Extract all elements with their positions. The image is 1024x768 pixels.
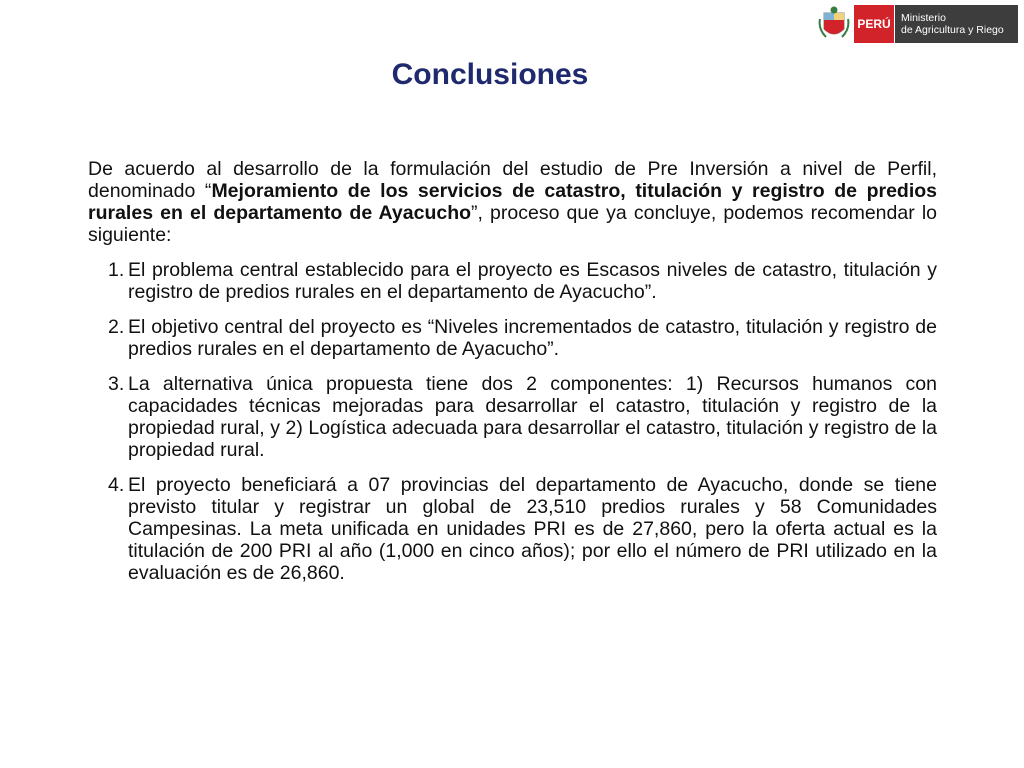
ministry-logo bbox=[818, 5, 1018, 43]
intro-text-start: De acuerdo al desarrollo de la formulación del estudio de Pre Inversión a nivel de Perfil, denominado “ bbox=[88, 158, 937, 202]
ministry-line-2: de Agricultura y Riego bbox=[901, 24, 1004, 36]
list-item bbox=[108, 316, 937, 360]
slide-body bbox=[88, 158, 937, 597]
country-label: PERÚ bbox=[854, 5, 895, 43]
coat-of-arms-icon bbox=[818, 5, 850, 43]
slide-title: Conclusiones bbox=[391, 58, 589, 91]
intro-text-end: ”, proceso que ya concluye, podemos recomendar lo siguiente: bbox=[88, 202, 937, 246]
list-item-text: El objetivo central del proyecto es “Niveles incrementados de catastro, titulación y registro de predios rurales en el departamento de Ayacucho”. bbox=[128, 316, 937, 360]
project-name: Mejoramiento de los servicios de catastro, titulación y registro de predios rurales en el departamento de Ayacucho bbox=[88, 180, 938, 224]
list-item bbox=[108, 259, 937, 303]
list-number: 2. bbox=[108, 316, 125, 338]
list-number: 1. bbox=[108, 259, 125, 281]
list-item bbox=[108, 474, 937, 584]
list-item-text: El proyecto beneficiará a 07 provincias del departamento de Ayacucho, donde se tiene previsto titular y registrar un global de 23,510 predios rurales y 58 Comunidades Campesinas. La meta unificada en unidades PRI es de 27,860, pero la oferta actual es la titulación de 200 PRI al año (1,000 en cinco años); por ello el número de PRI utilizado en la evaluación es de 26,860. bbox=[128, 474, 937, 584]
list-item-text: El problema central establecido para el proyecto es Escasos niveles de catastro, titulación y registro de predios rurales en el departamento de Ayacucho”. bbox=[128, 259, 937, 303]
list-item bbox=[108, 373, 937, 461]
ministry-line-1: Ministerio bbox=[901, 12, 946, 24]
list-number: 4. bbox=[108, 474, 125, 496]
list-number: 3. bbox=[108, 373, 125, 395]
list-item-text: La alternativa única propuesta tiene dos 2 componentes: 1) Recursos humanos con capacidades técnicas mejoradas para desarrollar el catastro, titulación y registro de la propiedad rural, y 2) Logística adecuada para desarrollar el catastro, titulación y registro de la propiedad rural. bbox=[128, 373, 937, 461]
ministry-name bbox=[895, 5, 1018, 43]
intro-paragraph bbox=[88, 158, 937, 246]
